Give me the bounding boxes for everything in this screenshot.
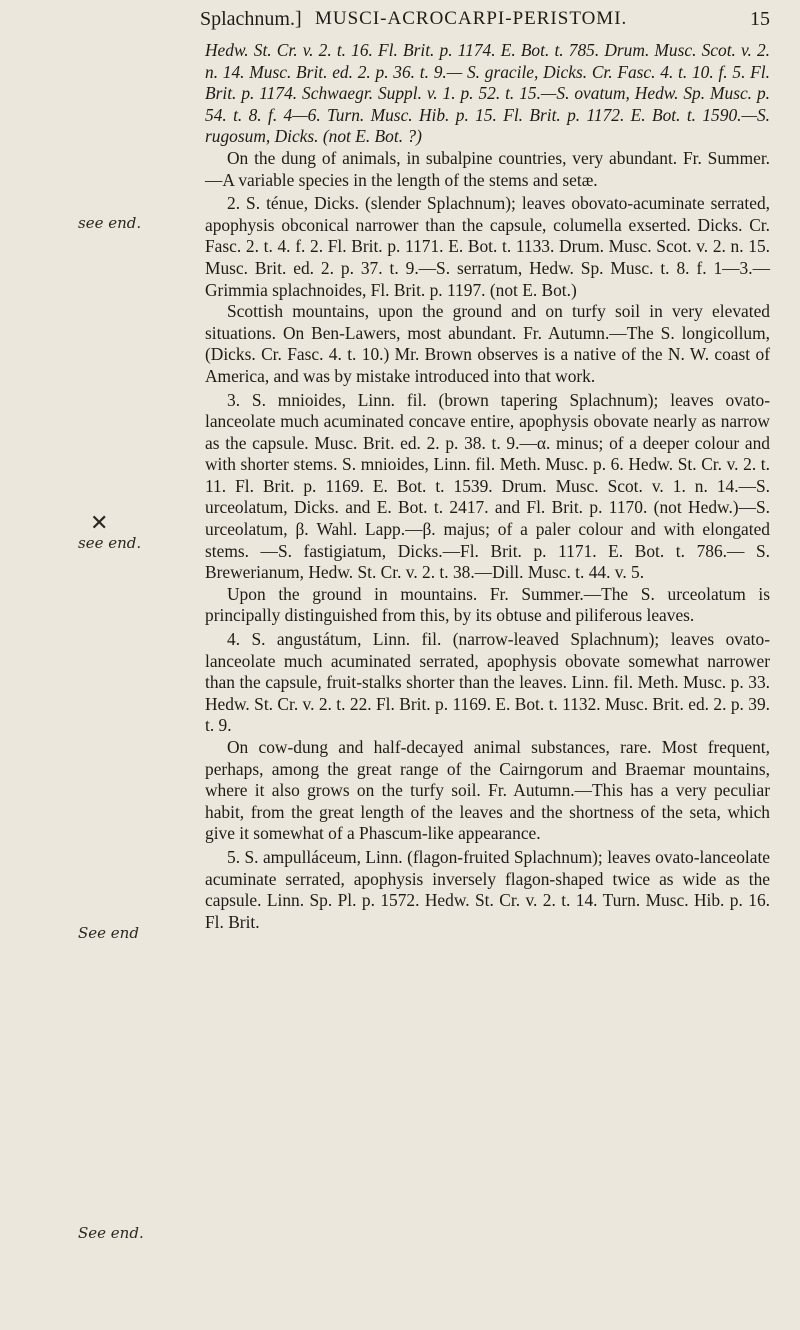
paragraph-species-4: 4. S. angustátum, Linn. fil. (narrow-leaved Splachnum); leaves ovato-lanceolate much acuminated serrated, apophysis obovate somewhat narrower than the capsule, fruit-stalks shorter than the leaves. Linn. fil. Meth. Musc. p. 33. Hedw. St. Cr. v. 2. t. 22. Fl. Brit. p. 1169. E. Bot. t. 1132. Musc. Brit. ed. 2. p. 39. t. 9.	[205, 629, 770, 736]
paragraph-synonymy-1: Hedw. St. Cr. v. 2. t. 16. Fl. Brit. p. 1174. E. Bot. t. 785. Drum. Musc. Scot. v. 2. n. 14. Musc. Brit. ed. 2. p. 36. t. 9.— S. gracile, Dicks. Cr. Fasc. 4. t. 10. f. 5. Fl. Brit. p. 1174. Schwaegr. Suppl. v. 1. p. 52. t. 15.—S. ovatum, Hedw. Sp. Musc. p. 54. t. 8. f. 4—6. Turn. Musc. Hib. p. 15. Fl. Brit. p. 1172. E. Bot. t. 1590.—S. rugosum, Dicks. (not E. Bot. ?)	[205, 40, 770, 147]
margin-note-see-end-2: see end.	[78, 534, 142, 552]
margin-note-see-end-4: See end.	[78, 1224, 144, 1242]
paragraph-habitat-2: Scottish mountains, upon the ground and on turfy soil in very elevated situations. On Ben-Lawers, most abundant. Fr. Autumn.—The S. longicollum, (Dicks. Cr. Fasc. 4. t. 10.) Mr. Brown observes is a native of the N. W. coast of America, and was by mistake introduced into that work.	[205, 301, 770, 386]
header-genus: Splachnum.]	[200, 8, 302, 30]
paragraph-habitat-4: On cow-dung and half-decayed animal substances, rare. Most frequent, perhaps, among the great range of the Cairngorum and Braemar mountains, where it also grows on the turfy soil. Fr. Autumn.—This has a very peculiar habit, from the great length of the leaves and the shortness of the seta, which give it somewhat of a Phascum-like appearance.	[205, 737, 770, 844]
paragraph-species-3: 3. S. mnioides, Linn. fil. (brown tapering Splachnum); leaves ovato-lanceolate much acuminated concave entire, apophysis obovate nearly as narrow as the capsule. Musc. Brit. ed. 2. p. 38. t. 9.—α. minus; of a deeper colour and with shorter stems. S. mnioides, Linn. fil. Meth. Musc. p. 6. Hedw. St. Cr. v. 2. t. 11. Fl. Brit. p. 1169. E. Bot. t. 1539. Drum. Musc. Scot. v. 1. n. 14.—S. urceolatum, Dicks. and E. Bot. t. 2417. and Fl. Brit. p. 1170. (not Hedw.)—S. urceolatum, β. Wahl. Lapp.—β. majus; of a paler colour and with elongated stems. —S. fastigiatum, Dicks.—Fl. Brit. p. 1171. E. Bot. t. 786.— S. Brewerianum, Hedw. St. Cr. v. 2. t. 38.—Dill. Musc. t. 44. v. 5.	[205, 389, 770, 583]
paragraph-habitat-3: Upon the ground in mountains. Fr. Summer.—The S. urceolatum is principally distinguished from this, by its obtuse and piliferous leaves.	[205, 583, 770, 626]
paragraph-species-2: 2. S. ténue, Dicks. (slender Splachnum); leaves obovato-acuminate serrated, apophysis obconical narrower than the capsule, columella exserted. Dicks. Cr. Fasc. 2. t. 4. f. 2. Fl. Brit. p. 1171. E. Bot. t. 1133. Drum. Musc. Scot. v. 2. n. 15. Musc. Brit. ed. 2. p. 37. t. 9.—S. serratum, Hedw. Sp. Musc. t. 8. f. 1—3.—Grimmia splachnoides, Fl. Brit. p. 1197. (not E. Bot.)	[205, 193, 770, 300]
margin-note-see-end-3: See end	[78, 924, 139, 942]
page-body-text	[205, 40, 770, 933]
header-section-title: MUSCI-ACROCARPI-PERISTOMI.	[315, 8, 628, 29]
paragraph-habitat-1: On the dung of animals, in subalpine countries, very abundant. Fr. Summer.—A variable species in the length of the stems and setæ.	[205, 147, 770, 190]
margin-cross-mark: ✕	[90, 510, 109, 535]
running-header	[200, 8, 770, 38]
paragraph-species-5: 5. S. ampulláceum, Linn. (flagon-fruited Splachnum); leaves ovato-lanceolate acuminate serrated, apophysis inversely flagon-shaped twice as wide as the capsule. Linn. Sp. Pl. p. 1572. Hedw. St. Cr. v. 2. t. 14. Turn. Musc. Hib. p. 16. Fl. Brit.	[205, 846, 770, 932]
margin-note-see-end-1: see end.	[78, 214, 142, 232]
page-number: 15	[750, 8, 770, 30]
